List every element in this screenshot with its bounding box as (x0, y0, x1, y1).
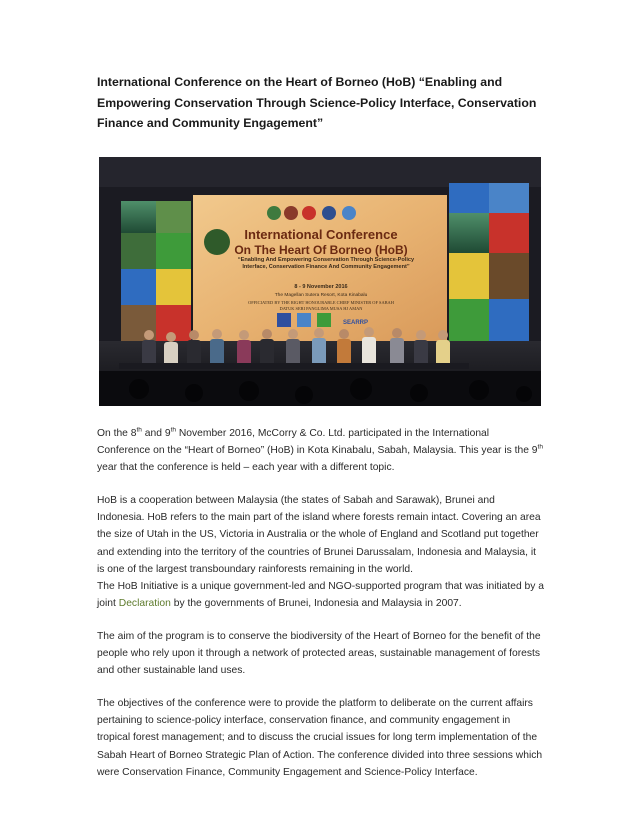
right-screen (449, 183, 529, 347)
banner-line2: On The Heart Of Borneo (HoB) (234, 243, 408, 257)
para3-text-a: The HoB Initiative is a unique government-led and NGO-supported program that was initiated by a joint (97, 580, 545, 609)
banner-dates: 8 - 9 November 2016 (294, 284, 348, 290)
banner-officiated-name: DATUK SERI PANGLIMA MUSA HJ AMAN (279, 306, 363, 311)
article-title: International Conference on the Heart of Borneo (HoB) “Enabling and Empowering Conservation Through Science-Policy Interface, Conservation Finance and Community Engagement” (97, 75, 537, 130)
banner-subtitle: “Enabling And Empowering Conservation Through Science-Policy Interface, Conservation Finance And Community Engagement” (237, 257, 415, 270)
paragraph-objectives: The objectives of the conference were to provide the platform to deliberate on the current affairs pertaining to science-policy interface, conservation finance, and community engagement in tropical forest management; and to discuss the crucial issues for long term implementation of the Sabah Heart of Borneo Strategic Plan of Action. The conference divided into three sessions which were Conservation Finance, Community Engagement and Science-Policy Interface. (97, 698, 543, 778)
paragraph-initiative (97, 578, 545, 612)
conference-photo (99, 157, 541, 406)
para1-sup2: th (170, 426, 176, 434)
para1-text-c: November 2016, McCorry & Co. Ltd. participated in the International Conference on the “Heart of Borneo” (HoB) in Kota Kinabalu, Sabah, Malaysia. This year is the 9 (97, 428, 538, 457)
para1-text-b: and 9 (141, 428, 171, 439)
left-screen (121, 201, 191, 351)
paragraph-hob: HoB is a cooperation between Malaysia (the states of Sabah and Sarawak), Brunei and Indonesia. HoB refers to the main part of the island where forests remain intact. Covering an area the size of Utah in the US, Victoria in Australia or the whole of England and Scotland put together and extending into the territory of the countries of Brunei Darussalam, Indonesia and Malaysia, it is one of the largest transboundary rainforests remaining in the world. (97, 495, 541, 575)
paragraph-intro (97, 425, 545, 476)
para1-text-a: On the 8 (97, 428, 137, 439)
banner-venue: The Magellan Sutera Resort, Kota Kinabalu (274, 293, 368, 298)
conference-stage-illustration (99, 157, 541, 406)
article-body (97, 425, 545, 797)
banner-officiated: OFFICIATED BY THE RIGHT HONOURABLE CHIEF MINISTER OF SABAH (248, 300, 394, 305)
para1-sup1: th (136, 426, 142, 434)
banner-logo-text: SEARRP (343, 320, 369, 326)
para1-text-d: year that the conference is held – each year with a different topic. (97, 462, 395, 474)
paragraph-aim: The aim of the program is to conserve the biodiversity of the Heart of Borneo for the benefit of the people who rely upon it through a network of protected areas, sustainable management of forests and other sustainable land uses. (97, 630, 541, 677)
conference-banner (193, 195, 447, 341)
banner-line1: International Conference (244, 227, 398, 242)
para3-text-b: by the governments of Brunei, Indonesia and Malaysia in 2007. (170, 597, 462, 609)
para1-sup3: th (537, 443, 543, 451)
declaration-link[interactable]: Declaration (118, 597, 171, 609)
